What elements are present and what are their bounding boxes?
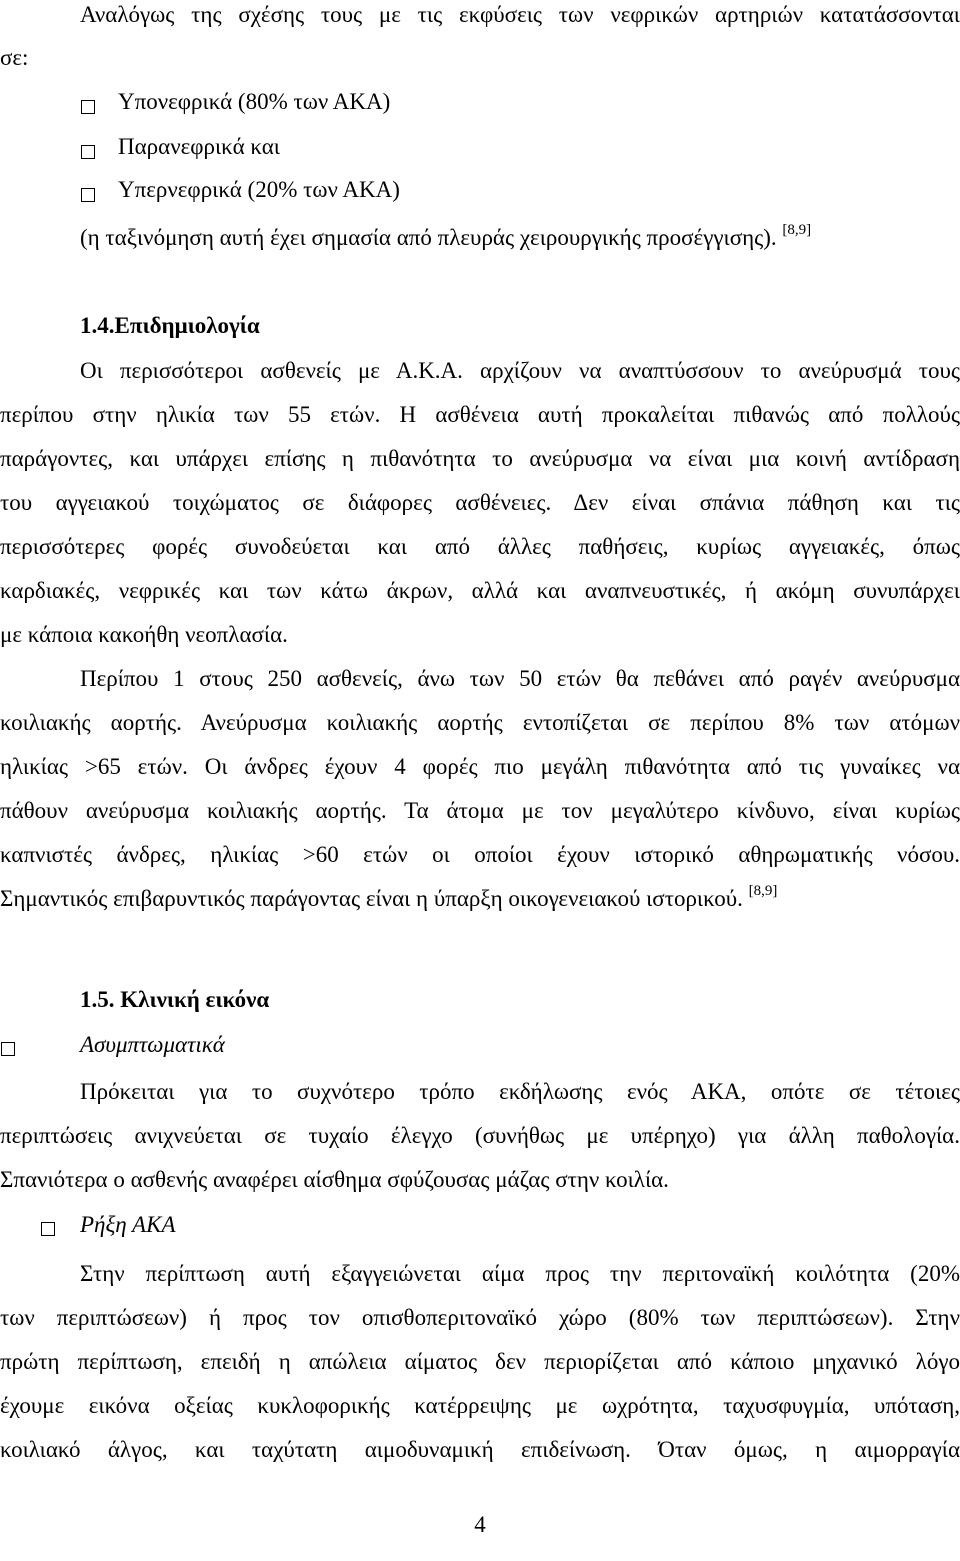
paragraph-line-text: Σημαντικός επιβαρυντικός παράγοντας είναι η ύπαρξη οικογενειακού ιστορικού.	[0, 886, 743, 911]
list-item-suprarenal: Υπερνεφρικά (20% των ΑΚΑ)	[118, 177, 400, 202]
paragraph-line: καπνιστές άνδρες, ηλικίας >60 ετών οι οποίοι έχουν ιστορικό αθηρωματικής νόσου.	[0, 842, 960, 867]
paragraph-line: Πρόκειται για το συχνότερο τρόπο εκδήλωσης ενός ΑΚΑ, οπότε σε τέτοιες	[80, 1079, 960, 1104]
checkbox-square-icon	[41, 1222, 55, 1236]
paragraph-line: των περιπτώσεων) ή προς τον οπισθοπεριτοναϊκό χώρο (80% των περιπτώσεων). Στην	[0, 1305, 960, 1330]
classification-note	[80, 223, 960, 253]
paragraph-line: περισσότερες φορές συνοδεύεται και από άλλες παθήσεις, κυρίως αγγειακές, όπως	[0, 534, 960, 559]
checkbox-square-icon	[81, 188, 95, 202]
paragraph-line: κοιλιακής αορτής. Ανεύρυσμα κοιλιακής αορτής εντοπίζεται σε περίπου 8% των ατόμων	[0, 710, 960, 735]
page-number: 4	[474, 1512, 486, 1537]
paragraph-line: περίπου στην ηλικία των 55 ετών. Η ασθένεια αυτή προκαλείται πιθανώς από πολλούς	[0, 402, 960, 427]
paragraph-line: έχουμε εικόνα οξείας κυκλοφορικής κατέρρειψης με ωχρότητα, ταχυσφυγμία, υπόταση,	[0, 1393, 960, 1418]
paragraph-line: κοιλιακό άλγος, και ταχύτατη αιμοδυναμική επιδείνωση. Όταν όμως, η αιμορραγία	[0, 1437, 960, 1462]
subheading-asymptomatic: Ασυμπτωματικά	[80, 1032, 225, 1057]
paragraph-line: Περίπου 1 στους 250 ασθενείς, άνω των 50 ετών θα πεθάνει από ραγέν ανεύρυσμα	[80, 666, 960, 691]
paragraph-line: Στην περίπτωση αυτή εξαγγειώνεται αίμα προς την περιτοναϊκή κοιλότητα (20%	[80, 1261, 960, 1286]
paragraph-line: καρδιακές, νεφρικές και των κάτω άκρων, αλλά και αναπνευστικές, ή ακόμη συνυπάρχει	[0, 578, 960, 603]
intro-line-1: Αναλόγως της σχέσης τους με τις εκφύσεις των νεφρικών αρτηριών κατατάσσονται	[80, 2, 960, 27]
paragraph-line: περιπτώσεις ανιχνεύεται σε τυχαίο έλεγχο (συνήθως με υπέρηχο) για άλλη παθολογία.	[0, 1123, 960, 1148]
paragraph-line: πάθουν ανεύρυσμα κοιλιακής αορτής. Τα άτομα με τον μεγαλύτερο κίνδυνο, είναι κυρίως	[0, 798, 960, 823]
section-heading-clinical-picture: 1.5. Κλινική εικόνα	[80, 987, 270, 1012]
paragraph-line: Σπανιότερα ο ασθενής αναφέρει αίσθημα σφύζουσας μάζας στην κοιλία.	[0, 1167, 669, 1192]
reference-citation: [8,9]	[782, 222, 812, 238]
paragraph-line: πρώτη περίπτωση, επειδή η απώλεια αίματος δεν περιορίζεται από κάποιο μηχανικό λόγο	[0, 1349, 960, 1374]
paragraph-line: παράγοντες, και υπάρχει επίσης η πιθανότητα το ανεύρυσμα να είναι μια κοινή αντίδραση	[0, 446, 960, 471]
paragraph-line: του αγγειακού τοιχώματος σε διάφορες ασθένειες. Δεν είναι σπάνια πάθηση και τις	[0, 490, 960, 515]
section-heading-epidemiology: 1.4.Επιδημιολογία	[80, 313, 260, 338]
paragraph-line: ηλικίας >65 ετών. Οι άνδρες έχουν 4 φορές πιο μεγάλη πιθανότητα από τις γυναίκες να	[0, 754, 960, 779]
checkbox-square-icon	[81, 145, 95, 159]
reference-citation: [8,9]	[748, 883, 778, 899]
intro-line-2: σε:	[0, 45, 29, 70]
list-item-infrarenal: Υπονεφρικά (80% των ΑΚΑ)	[118, 89, 391, 114]
checkbox-square-icon	[1, 1042, 15, 1056]
checkbox-square-icon	[81, 100, 95, 114]
paragraph-line: Οι περισσότεροι ασθενείς με Α.Κ.Α. αρχίζουν να αναπτύσσουν το ανεύρυσμά τους	[80, 358, 960, 383]
classification-note-text: (η ταξινόμηση αυτή έχει σημασία από πλευράς χειρουργικής προσέγγισης).	[80, 225, 777, 250]
subheading-rupture: Ρήξη ΑΚΑ	[80, 1212, 176, 1237]
list-item-pararenal: Παρανεφρικά και	[118, 134, 280, 159]
paragraph-line: με κάποια κακοήθη νεοπλασία.	[0, 622, 288, 647]
paragraph-line-last	[0, 884, 960, 914]
